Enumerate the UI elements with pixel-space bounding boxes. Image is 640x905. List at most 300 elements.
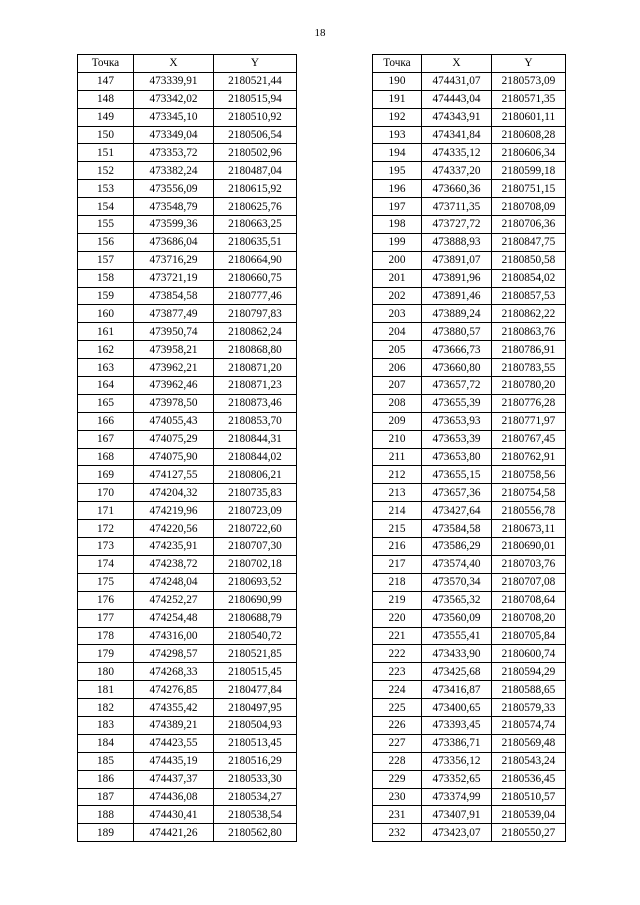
y-coordinate-cell: 2180608,28 [492,126,566,144]
point-number-cell: 177 [78,609,134,627]
x-coordinate-cell: 474389,21 [134,716,214,734]
point-number-cell: 148 [78,90,134,108]
point-number-cell: 207 [373,377,422,395]
table-row [78,162,297,180]
point-number-cell: 184 [78,734,134,752]
y-coordinate-cell: 2180708,09 [492,198,566,216]
table-row [373,502,566,520]
point-number-cell: 155 [78,216,134,234]
y-coordinate-cell: 2180708,20 [492,609,566,627]
x-coordinate-cell: 474430,41 [134,806,214,824]
point-number-cell: 175 [78,573,134,591]
point-number-cell: 152 [78,162,134,180]
point-number-cell: 180 [78,663,134,681]
x-coordinate-cell: 473556,09 [134,180,214,198]
x-coordinate-cell: 473599,36 [134,216,214,234]
y-coordinate-cell: 2180606,34 [492,144,566,162]
table-row [373,412,566,430]
table-row [373,716,566,734]
x-coordinate-cell: 473660,80 [422,359,492,377]
x-coordinate-cell: 473433,90 [422,645,492,663]
y-coordinate-cell: 2180762,91 [492,448,566,466]
point-number-cell: 156 [78,233,134,251]
point-number-cell: 171 [78,502,134,520]
x-coordinate-cell: 473586,29 [422,538,492,556]
point-number-cell: 222 [373,645,422,663]
x-coordinate-cell: 473353,72 [134,144,214,162]
x-coordinate-cell: 474341,84 [422,126,492,144]
y-coordinate-cell: 2180702,18 [214,555,297,573]
point-number-cell: 189 [78,824,134,842]
point-number-cell: 229 [373,770,422,788]
y-coordinate-cell: 2180600,74 [492,645,566,663]
table-row [78,734,297,752]
x-coordinate-cell: 473416,87 [422,681,492,699]
table-row [373,430,566,448]
y-coordinate-cell: 2180708,64 [492,591,566,609]
y-coordinate-cell: 2180776,28 [492,394,566,412]
x-coordinate-cell: 473386,71 [422,734,492,752]
header-point: Точка [373,55,422,73]
point-number-cell: 232 [373,824,422,842]
x-coordinate-cell: 473382,24 [134,162,214,180]
table-row [78,591,297,609]
x-coordinate-cell: 473854,58 [134,287,214,305]
table-row [373,734,566,752]
table-row [373,752,566,770]
x-coordinate-cell: 473560,09 [422,609,492,627]
table-row [373,609,566,627]
y-coordinate-cell: 2180854,02 [492,269,566,287]
x-coordinate-cell: 474335,12 [422,144,492,162]
y-coordinate-cell: 2180571,35 [492,90,566,108]
point-number-cell: 190 [373,72,422,90]
y-coordinate-cell: 2180506,54 [214,126,297,144]
x-coordinate-cell: 474337,20 [422,162,492,180]
x-coordinate-cell: 473727,72 [422,216,492,234]
table-row [78,108,297,126]
table-row [78,180,297,198]
point-number-cell: 166 [78,412,134,430]
point-number-cell: 187 [78,788,134,806]
x-coordinate-cell: 474437,37 [134,770,214,788]
table-row [373,770,566,788]
table-row [373,126,566,144]
table-row [78,681,297,699]
y-coordinate-cell: 2180533,30 [214,770,297,788]
x-coordinate-cell: 474254,48 [134,609,214,627]
point-number-cell: 224 [373,681,422,699]
table-row [78,216,297,234]
x-coordinate-cell: 473423,07 [422,824,492,842]
y-coordinate-cell: 2180569,48 [492,734,566,752]
y-coordinate-cell: 2180625,76 [214,198,297,216]
x-coordinate-cell: 473345,10 [134,108,214,126]
x-coordinate-cell: 474127,55 [134,466,214,484]
table-row [78,287,297,305]
y-coordinate-cell: 2180573,09 [492,72,566,90]
table-row [373,394,566,412]
point-number-cell: 205 [373,341,422,359]
point-number-cell: 182 [78,699,134,717]
table-row [373,806,566,824]
x-coordinate-cell: 473655,39 [422,394,492,412]
x-coordinate-cell: 474252,27 [134,591,214,609]
x-coordinate-cell: 474055,43 [134,412,214,430]
y-coordinate-cell: 2180847,75 [492,233,566,251]
table-row [373,538,566,556]
header-x: X [134,55,214,73]
table-row [373,251,566,269]
y-coordinate-cell: 2180853,70 [214,412,297,430]
table-row [373,448,566,466]
point-number-cell: 163 [78,359,134,377]
table-row [373,555,566,573]
point-number-cell: 228 [373,752,422,770]
point-number-cell: 188 [78,806,134,824]
y-coordinate-cell: 2180705,84 [492,627,566,645]
x-coordinate-cell: 474343,91 [422,108,492,126]
x-coordinate-cell: 473653,80 [422,448,492,466]
x-coordinate-cell: 473716,29 [134,251,214,269]
x-coordinate-cell: 473374,99 [422,788,492,806]
point-number-cell: 221 [373,627,422,645]
y-coordinate-cell: 2180515,45 [214,663,297,681]
table-row [373,484,566,502]
point-number-cell: 231 [373,806,422,824]
table-row [373,663,566,681]
table-row [373,359,566,377]
y-coordinate-cell: 2180615,92 [214,180,297,198]
point-number-cell: 193 [373,126,422,144]
y-coordinate-cell: 2180635,51 [214,233,297,251]
point-number-cell: 149 [78,108,134,126]
x-coordinate-cell: 473342,02 [134,90,214,108]
x-coordinate-cell: 473962,46 [134,377,214,395]
x-coordinate-cell: 473565,32 [422,591,492,609]
y-coordinate-cell: 2180688,79 [214,609,297,627]
y-coordinate-cell: 2180664,90 [214,251,297,269]
x-coordinate-cell: 473574,40 [422,555,492,573]
header-y: Y [214,55,297,73]
x-coordinate-cell: 474219,96 [134,502,214,520]
x-coordinate-cell: 473655,15 [422,466,492,484]
table-row [78,806,297,824]
x-coordinate-cell: 473653,39 [422,430,492,448]
table-row [373,573,566,591]
table-row [78,573,297,591]
y-coordinate-cell: 2180871,20 [214,359,297,377]
y-coordinate-cell: 2180871,23 [214,377,297,395]
table-row [78,484,297,502]
point-number-cell: 209 [373,412,422,430]
point-number-cell: 147 [78,72,134,90]
point-number-cell: 219 [373,591,422,609]
x-coordinate-cell: 473978,50 [134,394,214,412]
point-number-cell: 150 [78,126,134,144]
point-number-cell: 168 [78,448,134,466]
x-coordinate-cell: 474435,19 [134,752,214,770]
y-coordinate-cell: 2180673,11 [492,520,566,538]
x-coordinate-cell: 473891,07 [422,251,492,269]
point-number-cell: 183 [78,716,134,734]
table-row [373,108,566,126]
point-number-cell: 176 [78,591,134,609]
x-coordinate-cell: 473570,34 [422,573,492,591]
point-number-cell: 164 [78,377,134,395]
point-number-cell: 192 [373,108,422,126]
y-coordinate-cell: 2180663,25 [214,216,297,234]
table-row [78,233,297,251]
point-number-cell: 217 [373,555,422,573]
y-coordinate-cell: 2180534,27 [214,788,297,806]
point-number-cell: 191 [373,90,422,108]
point-number-cell: 223 [373,663,422,681]
table-row [373,233,566,251]
table-row [78,144,297,162]
x-coordinate-cell: 474443,04 [422,90,492,108]
x-coordinate-cell: 474075,29 [134,430,214,448]
y-coordinate-cell: 2180521,44 [214,72,297,90]
table-row [78,323,297,341]
y-coordinate-cell: 2180693,52 [214,573,297,591]
x-coordinate-cell: 474431,07 [422,72,492,90]
point-number-cell: 225 [373,699,422,717]
x-coordinate-cell: 473657,72 [422,377,492,395]
x-coordinate-cell: 473958,21 [134,341,214,359]
point-number-cell: 214 [373,502,422,520]
table-row [78,627,297,645]
y-coordinate-cell: 2180515,94 [214,90,297,108]
table-row [373,377,566,395]
table-row [373,681,566,699]
point-number-cell: 196 [373,180,422,198]
x-coordinate-cell: 473721,19 [134,269,214,287]
point-number-cell: 161 [78,323,134,341]
x-coordinate-cell: 473427,64 [422,502,492,520]
point-number-cell: 173 [78,538,134,556]
x-coordinate-cell: 474276,85 [134,681,214,699]
table-row [78,377,297,395]
table-row [373,699,566,717]
table-row [78,824,297,842]
x-coordinate-cell: 473356,12 [422,752,492,770]
y-coordinate-cell: 2180868,80 [214,341,297,359]
x-coordinate-cell: 473657,36 [422,484,492,502]
y-coordinate-cell: 2180540,72 [214,627,297,645]
table-row [78,305,297,323]
x-coordinate-cell: 474298,57 [134,645,214,663]
point-number-cell: 170 [78,484,134,502]
y-coordinate-cell: 2180863,76 [492,323,566,341]
y-coordinate-cell: 2180502,96 [214,144,297,162]
x-coordinate-cell: 474421,26 [134,824,214,842]
table-row [78,90,297,108]
x-coordinate-cell: 473352,65 [422,770,492,788]
table-row [78,645,297,663]
y-coordinate-cell: 2180797,83 [214,305,297,323]
table-row [373,645,566,663]
table-row [373,287,566,305]
point-number-cell: 186 [78,770,134,788]
point-number-cell: 169 [78,466,134,484]
point-number-cell: 204 [373,323,422,341]
x-coordinate-cell: 473349,04 [134,126,214,144]
x-coordinate-cell: 473880,57 [422,323,492,341]
x-coordinate-cell: 473891,46 [422,287,492,305]
y-coordinate-cell: 2180786,91 [492,341,566,359]
table-row [373,269,566,287]
y-coordinate-cell: 2180751,15 [492,180,566,198]
y-coordinate-cell: 2180780,20 [492,377,566,395]
point-number-cell: 199 [373,233,422,251]
x-coordinate-cell: 473584,58 [422,520,492,538]
y-coordinate-cell: 2180844,31 [214,430,297,448]
y-coordinate-cell: 2180536,45 [492,770,566,788]
y-coordinate-cell: 2180550,27 [492,824,566,842]
x-coordinate-cell: 473888,93 [422,233,492,251]
y-coordinate-cell: 2180579,33 [492,699,566,717]
table-row [78,770,297,788]
y-coordinate-cell: 2180844,02 [214,448,297,466]
point-number-cell: 165 [78,394,134,412]
point-number-cell: 226 [373,716,422,734]
point-number-cell: 215 [373,520,422,538]
y-coordinate-cell: 2180521,85 [214,645,297,663]
x-coordinate-cell: 473660,36 [422,180,492,198]
table-row [78,716,297,734]
y-coordinate-cell: 2180690,99 [214,591,297,609]
table-row [78,394,297,412]
point-number-cell: 202 [373,287,422,305]
x-coordinate-cell: 473950,74 [134,323,214,341]
table-row [78,341,297,359]
point-number-cell: 172 [78,520,134,538]
table-row [373,90,566,108]
point-number-cell: 153 [78,180,134,198]
point-number-cell: 203 [373,305,422,323]
page-number: 18 [314,27,326,39]
point-number-cell: 230 [373,788,422,806]
x-coordinate-cell: 474235,91 [134,538,214,556]
x-coordinate-cell: 473339,91 [134,72,214,90]
x-coordinate-cell: 473686,04 [134,233,214,251]
y-coordinate-cell: 2180767,45 [492,430,566,448]
point-number-cell: 227 [373,734,422,752]
table-row [78,251,297,269]
point-number-cell: 167 [78,430,134,448]
table-row [78,359,297,377]
x-coordinate-cell: 473962,21 [134,359,214,377]
point-number-cell: 200 [373,251,422,269]
table-header-row [373,55,566,73]
table-row [373,824,566,842]
y-coordinate-cell: 2180538,54 [214,806,297,824]
table-row [373,520,566,538]
point-number-cell: 159 [78,287,134,305]
x-coordinate-cell: 473555,41 [422,627,492,645]
y-coordinate-cell: 2180588,65 [492,681,566,699]
x-coordinate-cell: 474423,55 [134,734,214,752]
point-number-cell: 198 [373,216,422,234]
y-coordinate-cell: 2180777,46 [214,287,297,305]
y-coordinate-cell: 2180783,55 [492,359,566,377]
point-number-cell: 179 [78,645,134,663]
y-coordinate-cell: 2180539,04 [492,806,566,824]
y-coordinate-cell: 2180504,93 [214,716,297,734]
table-row [78,609,297,627]
y-coordinate-cell: 2180594,29 [492,663,566,681]
y-coordinate-cell: 2180707,30 [214,538,297,556]
table-row [78,699,297,717]
table-row [373,144,566,162]
table-row [78,269,297,287]
y-coordinate-cell: 2180771,97 [492,412,566,430]
header-x: X [422,55,492,73]
table-row [78,466,297,484]
table-row [373,198,566,216]
x-coordinate-cell: 473891,96 [422,269,492,287]
header-point: Точка [78,55,134,73]
point-number-cell: 213 [373,484,422,502]
table-row [373,341,566,359]
y-coordinate-cell: 2180601,11 [492,108,566,126]
table-row [78,72,297,90]
x-coordinate-cell: 473889,24 [422,305,492,323]
y-coordinate-cell: 2180703,76 [492,555,566,573]
table-row [78,520,297,538]
y-coordinate-cell: 2180574,74 [492,716,566,734]
table-row [373,216,566,234]
y-coordinate-cell: 2180735,83 [214,484,297,502]
point-number-cell: 157 [78,251,134,269]
point-number-cell: 158 [78,269,134,287]
y-coordinate-cell: 2180723,09 [214,502,297,520]
y-coordinate-cell: 2180497,95 [214,699,297,717]
x-coordinate-cell: 474316,00 [134,627,214,645]
table-row [373,466,566,484]
table-row [373,305,566,323]
table-row [373,591,566,609]
point-number-cell: 201 [373,269,422,287]
y-coordinate-cell: 2180660,75 [214,269,297,287]
point-number-cell: 162 [78,341,134,359]
y-coordinate-cell: 2180857,53 [492,287,566,305]
x-coordinate-cell: 474248,04 [134,573,214,591]
table-row [373,323,566,341]
y-coordinate-cell: 2180562,80 [214,824,297,842]
x-coordinate-cell: 473400,65 [422,699,492,717]
x-coordinate-cell: 474238,72 [134,555,214,573]
y-coordinate-cell: 2180758,56 [492,466,566,484]
point-number-cell: 211 [373,448,422,466]
x-coordinate-cell: 473407,91 [422,806,492,824]
table-header-row [78,55,297,73]
y-coordinate-cell: 2180513,45 [214,734,297,752]
table-row [78,430,297,448]
x-coordinate-cell: 473653,93 [422,412,492,430]
point-number-cell: 220 [373,609,422,627]
table-row [78,538,297,556]
x-coordinate-cell: 474436,08 [134,788,214,806]
point-number-cell: 212 [373,466,422,484]
y-coordinate-cell: 2180690,01 [492,538,566,556]
table-row [78,126,297,144]
x-coordinate-cell: 474204,32 [134,484,214,502]
y-coordinate-cell: 2180706,36 [492,216,566,234]
x-coordinate-cell: 473711,35 [422,198,492,216]
table-row [373,72,566,90]
